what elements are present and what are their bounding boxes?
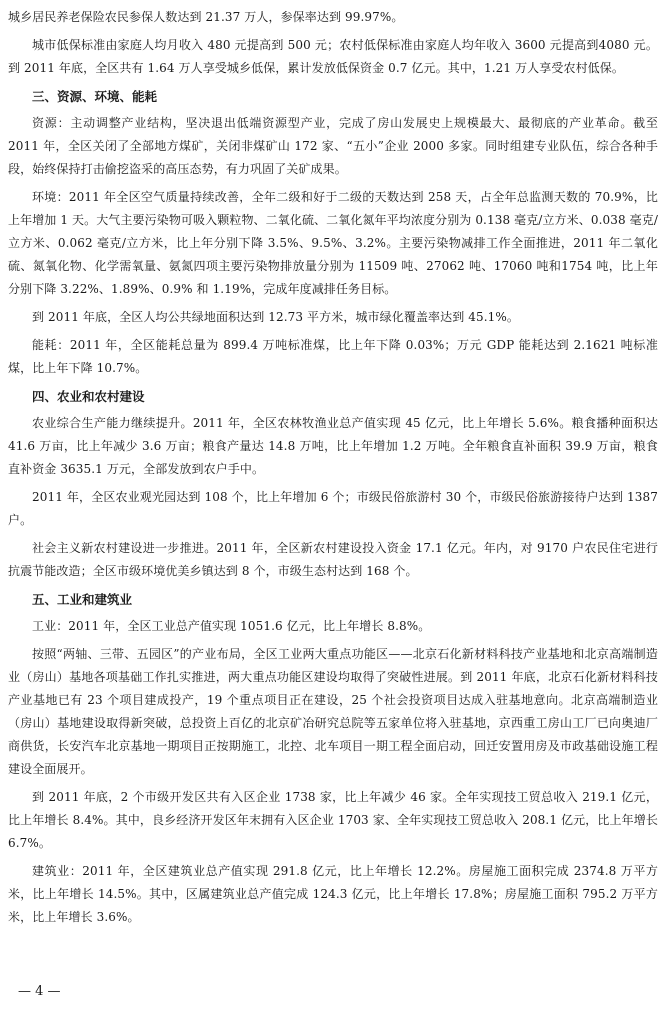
paragraph: 城市低保标准由家庭人均月收入 480 元提高到 500 元；农村低保标准由家庭人均年收入 3600 元提高到4080 元。到 2011 年底，全区共有 1.64 万人享受城乡低保，累计发放低保资金 0.7 亿元。其中，1.21 万人享受农村低保。 [8,38,658,75]
paragraph: 农业综合生产能力继续提升。2011 年，全区农林牧渔业总产值实现 45 亿元，比上年增长 5.6%。粮食播种面积达 41.6 万亩，比上年减少 3.6 万亩；粮食产量达 14.8 万吨，比上年增加 1.2 万吨。全年粮食直补面积 39.9 万亩，粮食直补资金 3635.1 万元，全部发放到农户手中。 [8,416,658,476]
section-heading: 四、农业和农村建设 [32,389,145,404]
page-number: — 4 — [18,984,61,999]
paragraph: 资源：主动调整产业结构，坚决退出低端资源型产业，完成了房山发展史上规模最大、最彻底的产业革命。截至 2011 年，全区关闭了全部地方煤矿，关闭非煤矿山 172 家、“五小”企业 2000 多家。同时组建专业队伍，综合各种手段，始终保持打击偷挖盗采的高压态势，有力巩固了关矿成果。 [8,116,658,176]
paragraph: 到 2011 年底，全区人均公共绿地面积达到 12.73 平方米，城市绿化覆盖率达到 45.1%。 [32,310,519,324]
paragraph: 工业：2011 年，全区工业总产值实现 1051.6 亿元，比上年增长 8.8%。 [32,619,431,633]
paragraph: 按照“两轴、三带、五园区”的产业布局，全区工业两大重点功能区——北京石化新材料科技产业基地和北京高端制造业（房山）基地各项基础工作扎实推进，两大重点功能区建设均取得了突破性进展。到 2011 年底，北京石化新材料科技产业基地已有 23 个项目建成投产，19 个重点项目正在建设，25 个社会投资项目达成入驻基地意向。北京高端制造业（房山）基地建设取得新突破，总投资上百亿的北京矿冶研究总院等五家单位将入驻基地，京西重工房山工厂已向奥迪厂商供货，长安汽车北京基地一期项目正按期施工，北控、北车项目一期工程全面启动，回迁安置用房及市政基础设施工程建设全面展开。 [8,647,658,776]
document-body [8,6,658,929]
paragraph: 能耗：2011 年，全区能耗总量为 899.4 万吨标准煤，比上年下降 0.03%；万元 GDP 能耗达到 2.1621 吨标准煤，比上年下降 10.7%。 [8,338,658,375]
paragraph: 环境：2011 年全区空气质量持续改善，全年二级和好于二级的天数达到 258 天，占全年总监测天数的 70.9%，比上年增加 1 天。大气主要污染物可吸入颗粒物、二氧化硫、二氧化氮年平均浓度分别为 0.138 毫克/立方米、0.038 毫克/立方米、0.062 毫克/立方米，比上年分别下降 3.5%、9.5%、3.2%。主要污染物减排工作全面推进，2011 年二氧化硫、氮氧化物、化学需氧量、氨氮四项主要污染物排放量分别为 11509 吨、27062 吨、17060 吨和1754 吨，比上年分别下降 3.22%、1.89%、0.9% 和 1.19%，完成年度减排任务目标。 [8,190,658,296]
section-heading: 五、工业和建筑业 [32,592,133,607]
paragraph: 社会主义新农村建设进一步推进。2011 年，全区新农村建设投入资金 17.1 亿元。年内，对 9170 户农民住宅进行抗震节能改造；全区市级环境优美乡镇达到 8 个，市级生态村达到 168 个。 [8,541,658,578]
paragraph: 城乡居民养老保险农民参保人数达到 21.37 万人，参保率达到 99.97%。 [8,10,404,24]
paragraph: 到 2011 年底，2 个市级开发区共有入区企业 1738 家，比上年减少 46 家。全年实现技工贸总收入 219.1 亿元，比上年增长 8.4%。其中，良乡经济开发区年末拥有入区企业 1703 家、全年实现技工贸总收入 208.1 亿元，比上年增长 6.7%。 [8,790,658,850]
paragraph: 建筑业：2011 年，全区建筑业总产值实现 291.8 亿元，比上年增长 12.2%。房屋施工面积完成 2374.8 万平方米，比上年增长 14.5%。其中，区属建筑业总产值完成 124.3 亿元，比上年增长 17.8%；房屋施工面积 795.2 万平方米，比上年增长 3.6%。 [8,864,658,924]
section-heading: 三、资源、环境、能耗 [32,89,158,104]
document-page [8,6,658,1006]
paragraph: 2011 年，全区农业观光园达到 108 个，比上年增加 6 个；市级民俗旅游村 30 个，市级民俗旅游接待户达到 1387 户。 [8,490,658,527]
